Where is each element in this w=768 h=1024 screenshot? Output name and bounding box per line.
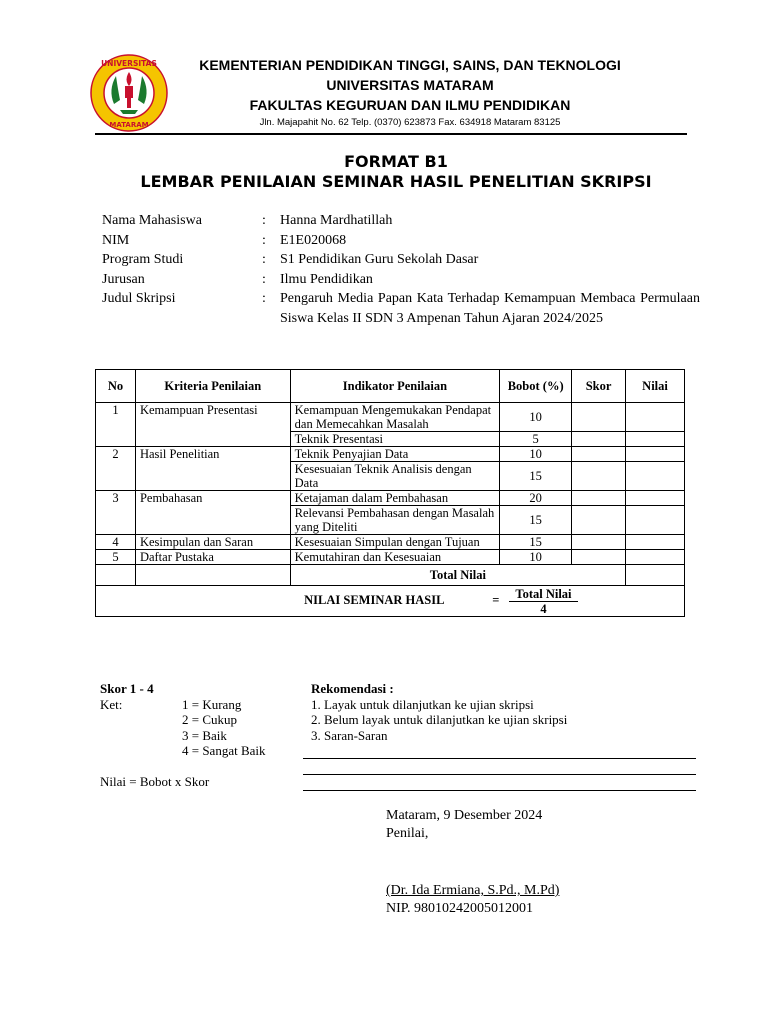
cell-indikator: Teknik Presentasi	[290, 432, 500, 447]
ket-label: Ket:	[100, 696, 123, 712]
faculty-name: FAKULTAS KEGURUAN DAN ILMU PENDIDIKAN	[249, 97, 571, 113]
cell-no: 2	[96, 447, 136, 491]
scale-item: 2 = Cukup	[182, 712, 238, 727]
scale-item: 4 = Sangat Baik	[182, 743, 266, 758]
table-row	[96, 447, 685, 462]
cell-nilai[interactable]	[626, 403, 685, 432]
cell-nilai[interactable]	[626, 550, 685, 565]
suggestion-line[interactable]	[303, 758, 696, 759]
identity-row	[102, 270, 700, 290]
cell-nilai[interactable]	[626, 432, 685, 447]
university-name: UNIVERSITAS MATARAM	[326, 77, 494, 93]
header-nilai: Nilai	[626, 370, 685, 403]
cell-nilai[interactable]	[626, 462, 685, 491]
formula: Nilai = Bobot x Skor	[100, 774, 210, 789]
cell-bobot: 15	[500, 535, 572, 550]
recommendation-item[interactable]: 2. Belum layak untuk dilanjutkan ke ujian skripsi	[311, 712, 568, 727]
header-kriteria: Kriteria Penilaian	[135, 370, 290, 403]
university-logo	[90, 54, 168, 132]
cell-nilai[interactable]	[626, 535, 685, 550]
cell-kriteria: Pembahasan	[135, 491, 290, 535]
identity-colon: :	[262, 252, 266, 267]
cell-indikator: Kesesuaian Simpulan dengan Tujuan	[290, 535, 500, 550]
cell-indikator: Kemampuan Mengemukakan Pendapat dan Memecahkan Masalah	[290, 403, 500, 432]
table-row	[96, 403, 685, 432]
cell-indikator: Teknik Penyajian Data	[290, 447, 500, 462]
assessment-table	[95, 369, 685, 617]
cell-skor[interactable]	[572, 462, 626, 491]
header-bobot: Bobot (%)	[500, 370, 572, 403]
cell-kriteria: Kemampuan Presentasi	[135, 403, 290, 447]
ministry-name: KEMENTERIAN PENDIDIKAN TINGGI, SAINS, DAN TEKNOLOGI	[199, 57, 621, 73]
cell-empty	[96, 565, 136, 586]
cell-indikator: Relevansi Pembahasan dengan Masalah yang Diteliti	[290, 506, 500, 535]
final-label: NILAI SEMINAR HASIL	[304, 592, 445, 607]
identity-label: Program Studi	[102, 252, 184, 267]
cell-skor[interactable]	[572, 403, 626, 432]
skor-title: Skor 1 - 4	[100, 681, 154, 696]
cell-indikator: Kemutahiran dan Kesesuaian	[290, 550, 500, 565]
cell-nilai[interactable]	[626, 447, 685, 462]
header-divider	[95, 133, 687, 135]
cell-skor[interactable]	[572, 550, 626, 565]
signer-name: (Dr. Ida Ermiana, S.Pd., M.Pd)	[386, 883, 560, 898]
final-row	[96, 586, 685, 617]
recommendation-item[interactable]: 1. Layak untuk dilanjutkan ke ujian skripsi	[311, 696, 534, 712]
identity-row	[102, 289, 700, 328]
cell-kriteria: Daftar Pustaka	[135, 550, 290, 565]
address: Jln. Majapahit No. 62 Telp. (0370) 623873 Fax. 634918 Mataram 83125	[259, 117, 561, 128]
identity-colon: :	[262, 291, 266, 306]
cell-no: 4	[96, 535, 136, 550]
cell-skor[interactable]	[572, 535, 626, 550]
header-skor: Skor	[572, 370, 626, 403]
score-fraction	[509, 587, 577, 616]
cell-no: 3	[96, 491, 136, 535]
cell-indikator: Kesesuaian Teknik Analisis dengan Data	[290, 462, 500, 491]
logo-text-top: UNIVERSITAS	[101, 59, 157, 68]
identity-row	[102, 231, 700, 251]
total-value[interactable]	[626, 565, 685, 586]
cell-nilai[interactable]	[626, 506, 685, 535]
fraction-numerator: Total Nilai	[509, 587, 577, 602]
table-header-row	[96, 370, 685, 403]
cell-bobot: 20	[500, 491, 572, 506]
format-title: FORMAT B1	[344, 152, 448, 171]
identity-colon: :	[262, 271, 266, 287]
cell-no: 1	[96, 403, 136, 447]
final-score-cell	[96, 586, 685, 617]
identity-row	[102, 211, 700, 231]
cell-no: 5	[96, 550, 136, 565]
header-indikator: Indikator Penilaian	[290, 370, 500, 403]
cell-kriteria: Kesimpulan dan Saran	[135, 535, 290, 550]
cell-skor[interactable]	[572, 491, 626, 506]
recommendation-title: Rekomendasi :	[311, 681, 394, 696]
header-no: No	[96, 370, 136, 403]
cell-skor[interactable]	[572, 447, 626, 462]
recommendation-block	[311, 681, 701, 743]
cell-skor[interactable]	[572, 432, 626, 447]
thesis-title: Pengaruh Media Papan Kata Terhadap Kemampuan Membaca Permulaan Siswa Kelas II SDN 3 Ampenan Tahun Ajaran 2024/2025	[280, 291, 700, 326]
identity-label: NIM	[102, 232, 130, 248]
legend-row	[100, 697, 300, 713]
fraction-denominator: 4	[540, 601, 547, 616]
cell-bobot: 5	[500, 432, 572, 447]
total-row	[96, 565, 685, 586]
identity-label: Jurusan	[102, 271, 145, 287]
signer-role: Penilai,	[386, 826, 429, 841]
equals-sign: =	[492, 592, 500, 607]
table-row	[96, 535, 685, 550]
suggestion-line[interactable]	[303, 790, 696, 791]
identity-block	[102, 211, 700, 328]
place-date: Mataram, 9 Desember 2024	[386, 808, 543, 823]
logo-text-bottom: MATARAM	[109, 121, 149, 129]
cell-kriteria: Hasil Penelitian	[135, 447, 290, 491]
scale-item: 1 = Kurang	[182, 696, 242, 712]
form-title: LEMBAR PENILAIAN SEMINAR HASIL PENELITIAN SKRIPSI	[140, 172, 652, 191]
identity-colon: :	[262, 232, 266, 248]
recommendation-item[interactable]: 3. Saran-Saran	[311, 727, 388, 743]
cell-skor[interactable]	[572, 506, 626, 535]
score-legend	[100, 681, 300, 759]
student-name: Hanna Mardhatillah	[280, 213, 393, 228]
total-label: Total Nilai	[290, 565, 625, 586]
cell-bobot: 15	[500, 506, 572, 535]
cell-bobot: 10	[500, 550, 572, 565]
cell-empty	[135, 565, 290, 586]
identity-row	[102, 250, 700, 270]
cell-bobot: 10	[500, 447, 572, 462]
cell-bobot: 10	[500, 403, 572, 432]
study-program: S1 Pendidikan Guru Sekolah Dasar	[280, 252, 479, 267]
signer-nip: NIP. 98010242005012001	[386, 901, 534, 916]
department: Ilmu Pendidikan	[280, 271, 373, 287]
identity-colon: :	[262, 213, 266, 228]
table-row	[96, 491, 685, 506]
scale-item: 3 = Baik	[182, 727, 227, 743]
student-nim: E1E020068	[280, 232, 347, 248]
suggestion-line[interactable]	[303, 774, 696, 775]
identity-label: Nama Mahasiswa	[102, 213, 202, 228]
table-row	[96, 550, 685, 565]
cell-bobot: 15	[500, 462, 572, 491]
identity-label: Judul Skripsi	[102, 291, 176, 306]
cell-indikator: Ketajaman dalam Pembahasan	[290, 491, 500, 506]
cell-nilai[interactable]	[626, 491, 685, 506]
